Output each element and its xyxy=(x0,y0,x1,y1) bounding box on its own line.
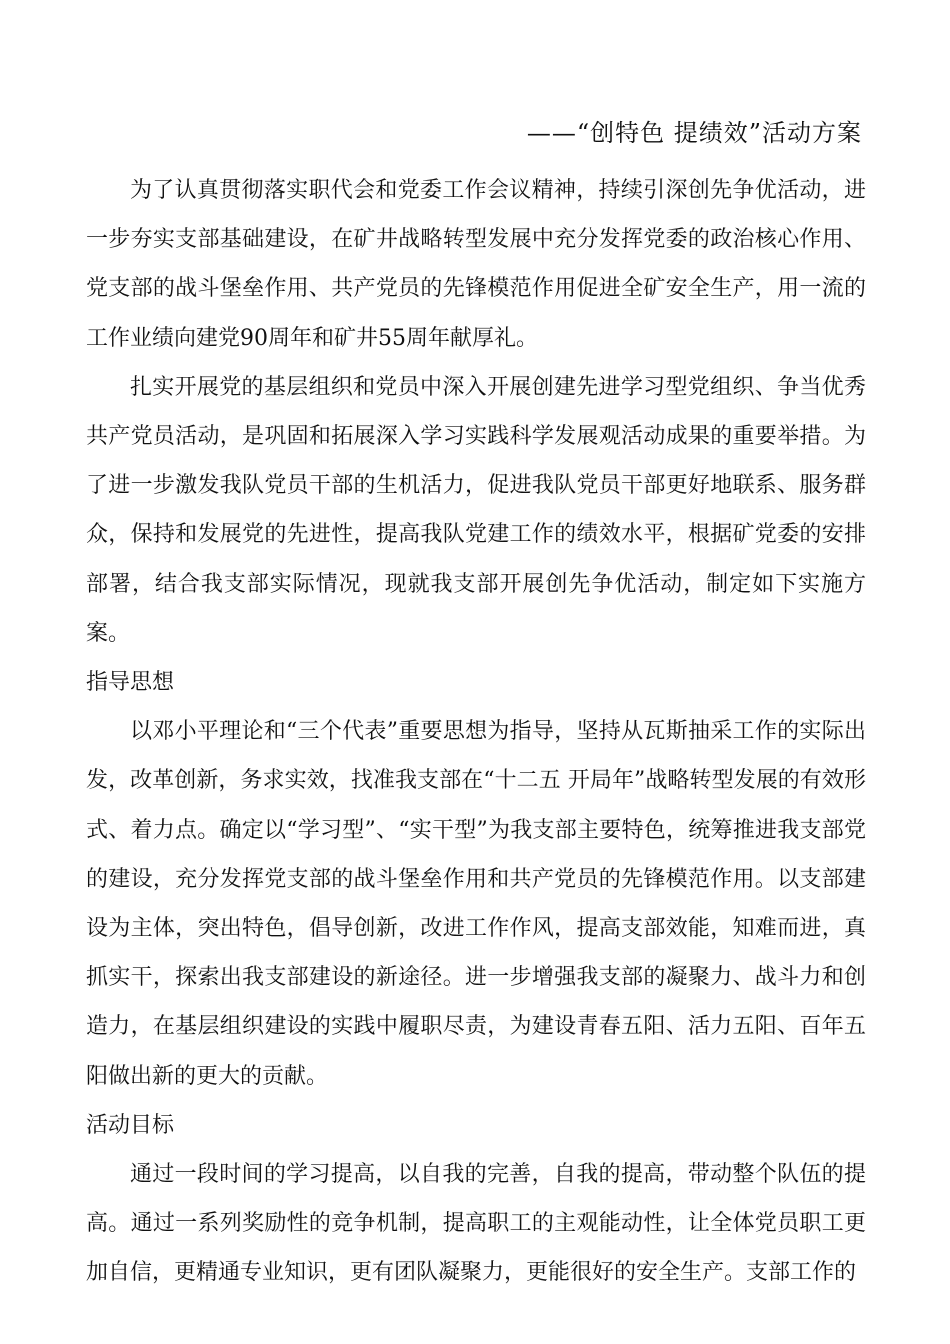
section-heading-activity-goals: 活动目标 xyxy=(86,1112,175,1138)
paragraph-guiding-ideology: 以邓小平理论和“三个代表”重要思想为指导，坚持从瓦斯抽采工作的实际出发，改革创新，务求实效，找准我支部在“十二五 开局年”战略转型发展的有效形式、着力点。确定以“学习型”、“实干型”为我支部主要特色，统筹推进我支部党的建设，充分发挥党支部的战斗堡垒作用和共产党员的先锋模范作用。以支部建设为主体，突出特色，倡导创新，改进工作作风，提高支部效能，知难而进，真抓实干，探索出我支部建设的新途径。进一步增强我支部的凝聚力、战斗力和创造力，在基层组织建设的实践中履职尽责，为建设青春五阳、活力五阳、百年五阳做出新的更大的贡献。 xyxy=(86,719,866,1089)
paragraph-intro: 为了认真贯彻落实职代会和党委工作会议精神，持续引深创先争优活动，进一步夯实支部基础建设，在矿井战略转型发展中充分发挥党委的政治核心作用、党支部的战斗堡垒作用、共产党员的先锋模范作用促进全矿安全生产，用一流的工作业绩向建党90周年和矿井55周年献厚礼。 xyxy=(86,178,866,351)
section-heading-guiding-ideology: 指导思想 xyxy=(86,670,175,696)
paragraph-activity-goals: 通过一段时间的学习提高，以自我的完善，自我的提高，带动整个队伍的提高。通过一系列奖励性的竞争机制，提高职工的主观能动性，让全体党员职工更加自信，更精通专业知识，更有团队凝聚力，更能很好的安全生产。支部工作的 xyxy=(86,1162,866,1286)
paragraph-background: 扎实开展党的基层组织和党员中深入开展创建先进学习型党组织、争当优秀共产党员活动，是巩固和拓展深入学习实践科学发展观活动成果的重要举措。为了进一步激发我队党员干部的生机活力，促进我队党员干部更好地联系、服务群众，保持和发展党的先进性，提高我队党建工作的绩效水平，根据矿党委的安排部署，结合我支部实际情况，现就我支部开展创先争优活动，制定如下实施方案。 xyxy=(86,374,866,646)
document-subtitle: ——“创特色 提绩效”活动方案 xyxy=(526,119,862,147)
document-body xyxy=(86,166,866,1298)
